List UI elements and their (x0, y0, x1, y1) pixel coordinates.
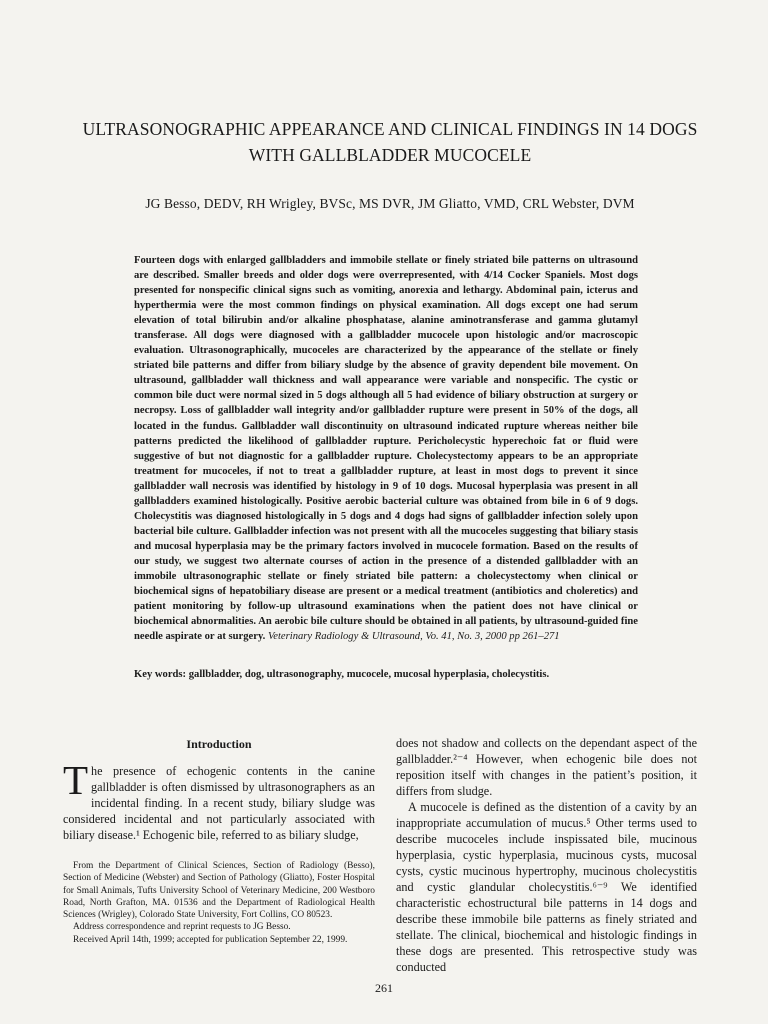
footnote-correspondence: Address correspondence and reprint requests to JG Besso. (73, 922, 291, 933)
body-paragraph: A mucocele is defined as the distention of a cavity by an inappropriate accumulation of mucus.⁵ Other terms used to describe mucoceles include inspissated bile, mucinous hyperplasia, cystic hyperplasia, mucinous cysts, mucosal cysts, cystic mucinous hypertrophy, mucinous cholecystitis and cystic glandular cholecystitis.⁶⁻⁹ We identified characteristic echostructural bile patterns in 14 dogs and describe these immobile bile patterns as finely striated and stellate. The clinical, biochemical and histologic findings in these dogs are presented. This retrospective study was conducted (396, 800, 697, 974)
left-column (63, 735, 375, 946)
section-heading-introduction: Introduction (186, 737, 252, 751)
body-paragraph: does not shadow and collects on the dependant aspect of the gallbladder.²⁻⁴ However, when echogenic bile does not reposition itself with changes in the patient’s position, it differs from sludge. (396, 736, 697, 798)
journal-citation: Veterinary Radiology & Ultrasound, Vo. 41, No. 3, 2000 pp 261–271 (267, 631, 560, 643)
author-list: JG Besso, DEDV, RH Wrigley, BVSc, MS DVR, JM Gliatto, VMD, CRL Webster, DVM (145, 196, 635, 211)
drop-cap: T (63, 757, 89, 803)
page-number: 261 (375, 981, 393, 995)
intro-paragraph-text: he presence of echogenic contents in the canine gallbladder is often dismissed by ultrasonographers as an incidental finding. In a recent study, biliary sludge was considered incidental and not particularly associated with biliary disease.¹ Echogenic bile, referred to as biliary sludge, (63, 764, 375, 842)
footnote-received: Received April 14th, 1999; accepted for publication September 22, 1999. (73, 934, 348, 945)
footnotes (63, 860, 375, 946)
keywords: Key words: gallbladder, dog, ultrasonography, mucocele, mucosal hyperplasia, cholecystitis. (134, 669, 550, 680)
abstract (134, 253, 638, 644)
intro-paragraph (63, 757, 375, 843)
abstract-text: Fourteen dogs with enlarged gallbladders and immobile stellate or finely striated bile patterns on ultrasound are described. Smaller breeds and older dogs were overrepresented, with 4/14 Cocker Spaniels. Most dogs presented for nonspecific clinical signs such as vomiting, anorexia and lethargy. Abdominal pain, icterus and hyperthermia were the most common findings on physical examination. All dogs except one had serum elevation of total bilirubin and/or alkaline phosphatase, alanine aminotransferase and gamma glutamyl transferase. All dogs were diagnosed with a gallbladder mucocele upon histologic and/or macroscopic evaluation. Ultrasonographically, mucoceles are characterized by the appearance of the stellate or finely striated bile patterns and differ from biliary sludge by the absence of gravity dependent bile movement. On ultrasound, gallbladder wall thickness and wall appearance were variable and nonspecific. The cystic or common bile duct were normal sized in 5 dogs although all 5 had evidence of biliary obstruction at surgery or necropsy. Loss of gallbladder wall integrity and/or gallbladder rupture were present in 50% of the dogs, all located in the fundus. Gallbladder wall discontinuity on ultrasound indicated rupture whereas neither bile patterns predicted the likelihood of gallbladder rupture. Pericholecystic hyperechoic fat or fluid were suggestive of but not diagnostic for a gallbladder rupture. Cholecystectomy appears to be an appropriate treatment for mucoceles, if not to treat a gallbladder rupture, at least in most dogs to prevent it since gallbladder wall necrosis was identified by histology in 9 of 10 dogs. Mucosal hyperplasia was present in all gallbladders examined histologically. Positive aerobic bacterial culture was obtained from bile in 6 of 9 dogs. Cholecystitis was diagnosed histologically in 5 dogs and 4 dogs had signs of gallbladder infection solely upon bacterial bile culture. Gallbladder infection was not present with all the mucoceles suggesting that biliary stasis and mucosal hyperplasia may be the primary factors involved in mucocele formation. Based on the results of our study, we suggest two alternate courses of action in the presence of a distended gallbladder with an immobile ultrasonographic stellate or finely striated bile pattern: a cholecystectomy when clinical or biochemical signs of hepatobiliary disease are present or a medical treatment (antibiotics and choleretics) and patient monitoring by follow-up ultrasound examinations when the patient does not have clinical or biochemical abnormalities. An aerobic bile culture should be obtained in all patients, by ultrasound-guided fine needle aspirate or at surgery. (134, 255, 638, 643)
right-column (396, 735, 697, 975)
paper-title: ULTRASONOGRAPHIC APPEARANCE AND CLINICAL FINDINGS IN 14 DOGS WITH GALLBLADDER MUCOCELE (82, 119, 698, 165)
footnote-affiliation: From the Department of Clinical Sciences, Section of Radiology (Besso), Section of Medicine (Webster) and Section of Pathology (Gliatto), Foster Hospital for Small Animals, Tufts University School of Veterinary Medicine, 200 Westboro Road, North Grafton, MA. 01536 and the Department of Radiological Health Sciences (Wrigley), Colorado State University, Fort Collins, CO 80523. (63, 861, 375, 921)
